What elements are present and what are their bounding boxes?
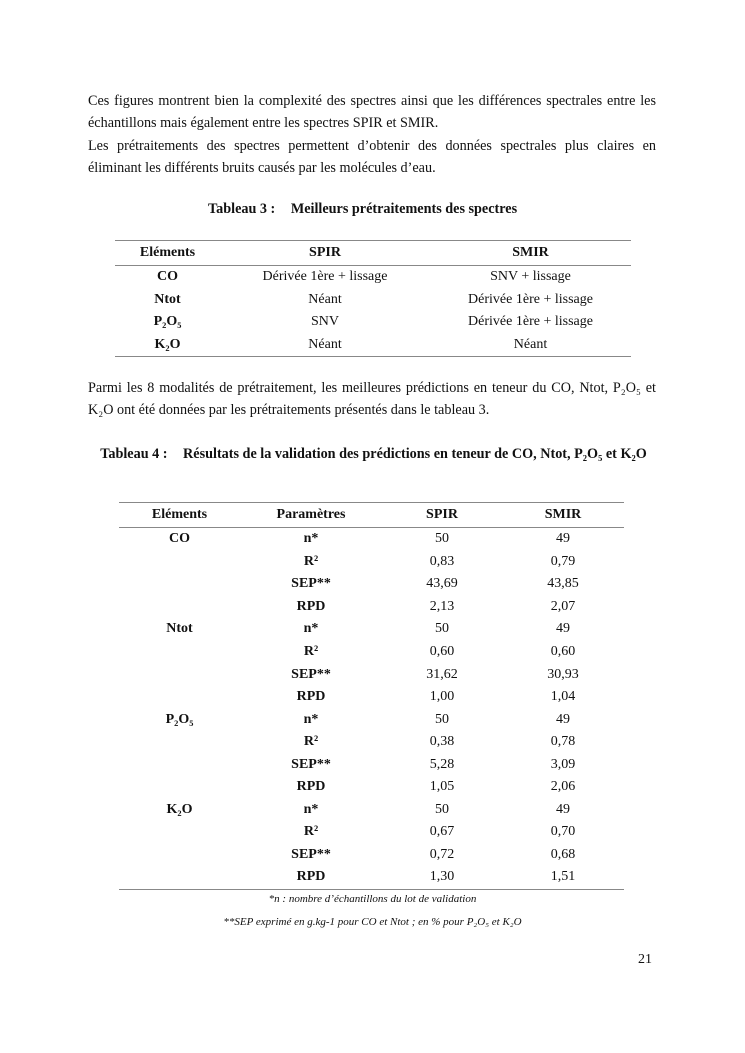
spir-cell: 5,28 xyxy=(429,756,455,772)
paragraph-3: Parmi les 8 modalités de prétraitement, les meilleures prédictions en teneur du CO, Ntot, P₂O₅ et K₂O ont été données par les prétraitements présentés dans le tableau 3. xyxy=(88,380,656,419)
paragraph-1: Ces figures montrent bien la complexité des spectres ainsi que les différences spectrales entre les échantillons mais également entre les spectres SPIR et SMIR. xyxy=(88,93,656,132)
spir-cell: 0,38 xyxy=(429,734,455,750)
table-row xyxy=(119,821,624,844)
smir-cell: 1,04 xyxy=(550,689,576,705)
smir-cell: 30,93 xyxy=(547,666,579,682)
spir-cell: Néant xyxy=(308,336,342,352)
paragraph-2: Les prétraitements des spectres permettent d’obtenir des données spectrales plus claires en éliminant les différents bruits causés par les molécules d’eau. xyxy=(88,138,656,177)
spir-cell: 50 xyxy=(435,801,449,817)
smir-cell: 49 xyxy=(556,621,570,637)
table-row xyxy=(115,311,631,334)
smir-cell: Dérivée 1ère + lissage xyxy=(468,314,593,330)
parameter-cell: R² xyxy=(303,824,319,840)
table-row xyxy=(119,776,624,799)
smir-cell: 43,85 xyxy=(547,576,579,592)
element-cell xyxy=(119,844,240,867)
table-row xyxy=(119,753,624,776)
element-cell: Ntot xyxy=(154,291,181,307)
table-4-body xyxy=(119,528,624,890)
spir-cell: 43,69 xyxy=(426,576,458,592)
element-cell: P₂O₅ xyxy=(153,314,182,330)
column-header: SMIR xyxy=(430,241,631,266)
table-4-caption xyxy=(96,445,651,463)
spir-cell: Dérivée 1ère + lissage xyxy=(262,269,388,285)
parameter-cell: R² xyxy=(303,644,319,659)
smir-cell: SNV + lissage xyxy=(490,269,571,285)
spir-cell: 0,67 xyxy=(429,824,455,840)
spir-cell: 2,13 xyxy=(429,598,455,614)
parameter-cell: SEP** xyxy=(291,576,331,592)
table-row xyxy=(119,866,624,889)
element-cell: CO xyxy=(157,269,178,285)
table-row xyxy=(119,686,624,709)
parameter-cell: n* xyxy=(303,711,319,727)
column-header: Eléments xyxy=(119,503,240,528)
table-row xyxy=(119,663,624,686)
footnote-sep: **SEP exprimé en g.kg-1 pour CO et Ntot ; en % pour P₂O₅ et K₂O xyxy=(223,916,522,928)
smir-cell: 0,78 xyxy=(550,734,576,750)
element-cell xyxy=(119,663,240,686)
table-row xyxy=(119,551,624,574)
table-row xyxy=(119,528,624,551)
spir-cell: 0,83 xyxy=(429,553,455,569)
element-cell xyxy=(119,686,240,709)
element-cell xyxy=(119,551,240,574)
table-4-title: Résultats de la validation des prédictions en teneur de CO, Ntot, P₂O₅ et K₂O xyxy=(183,446,647,462)
table-3-header-row xyxy=(115,241,631,266)
table-row xyxy=(119,618,624,641)
parameter-cell: RPD xyxy=(296,689,326,705)
parameter-cell: n* xyxy=(303,531,319,547)
smir-cell: 0,70 xyxy=(550,824,576,840)
element-cell: K₂O xyxy=(166,801,193,817)
element-cell xyxy=(119,641,240,664)
parameter-cell: SEP** xyxy=(291,666,331,682)
spir-cell: 0,60 xyxy=(429,644,455,659)
element-cell xyxy=(119,573,240,596)
spir-cell: 50 xyxy=(435,711,449,727)
page-number: 21 xyxy=(638,952,652,967)
spir-cell: 1,05 xyxy=(429,779,455,795)
parameter-cell: RPD xyxy=(296,869,326,885)
table-3 xyxy=(115,240,631,357)
spir-cell: 50 xyxy=(435,621,449,637)
table-4 xyxy=(119,502,624,890)
element-cell xyxy=(119,866,240,889)
table-row xyxy=(115,334,631,357)
column-header: SPIR xyxy=(382,503,502,528)
footnote-n: *n : nombre d’échantillons du lot de validation xyxy=(268,893,477,905)
table-4-label: Tableau 4 : xyxy=(100,446,168,462)
smir-cell: 2,07 xyxy=(550,598,576,614)
smir-cell: 3,09 xyxy=(550,756,576,772)
parameter-cell: R² xyxy=(303,734,319,750)
spir-cell: Néant xyxy=(308,291,342,307)
element-cell: P₂O₅ xyxy=(165,711,194,727)
parameter-cell: n* xyxy=(303,801,319,817)
element-cell xyxy=(119,596,240,619)
table-3-label: Tableau 3 : xyxy=(208,201,276,217)
table-row xyxy=(115,266,631,289)
table-row xyxy=(119,573,624,596)
column-header: SMIR xyxy=(502,503,624,528)
element-cell: K₂O xyxy=(154,336,181,352)
spir-cell: 1,00 xyxy=(429,689,455,705)
column-header: SPIR xyxy=(220,241,430,266)
element-cell xyxy=(119,731,240,754)
element-cell xyxy=(119,821,240,844)
parameter-cell: R² xyxy=(303,553,319,569)
table-row xyxy=(119,844,624,867)
column-header: Eléments xyxy=(115,241,220,266)
table-row xyxy=(115,289,631,312)
parameter-cell: RPD xyxy=(296,598,326,614)
element-cell xyxy=(119,776,240,799)
table-row xyxy=(119,731,624,754)
parameter-cell: SEP** xyxy=(291,846,331,862)
table-3-caption xyxy=(208,201,517,218)
smir-cell: 49 xyxy=(556,711,570,727)
table-row xyxy=(119,799,624,822)
smir-cell: 0,68 xyxy=(550,846,576,862)
spir-cell: SNV xyxy=(310,314,339,330)
table-3-title: Meilleurs prétraitements des spectres xyxy=(290,201,518,217)
parameter-cell: RPD xyxy=(296,779,326,795)
table-4-header-row xyxy=(119,503,624,528)
smir-cell: Dérivée 1ère + lissage xyxy=(468,291,593,307)
smir-cell: 49 xyxy=(556,531,570,547)
smir-cell: 1,51 xyxy=(550,869,576,885)
spir-cell: 0,72 xyxy=(429,846,455,862)
parameter-cell: n* xyxy=(303,621,319,637)
smir-cell: 0,79 xyxy=(550,553,576,569)
spir-cell: 1,30 xyxy=(429,869,455,885)
element-cell: CO xyxy=(169,531,190,547)
parameter-cell: SEP** xyxy=(291,756,331,772)
smir-cell: 2,06 xyxy=(550,779,576,795)
column-header: Paramètres xyxy=(240,503,382,528)
smir-cell: 49 xyxy=(556,801,570,817)
smir-cell: 0,60 xyxy=(550,644,576,659)
table-row xyxy=(119,641,624,664)
element-cell: Ntot xyxy=(166,621,193,637)
spir-cell: 50 xyxy=(435,531,449,547)
table-row xyxy=(119,708,624,731)
smir-cell: Néant xyxy=(513,336,548,352)
element-cell xyxy=(119,753,240,776)
spir-cell: 31,62 xyxy=(426,666,458,682)
table-row xyxy=(119,596,624,619)
